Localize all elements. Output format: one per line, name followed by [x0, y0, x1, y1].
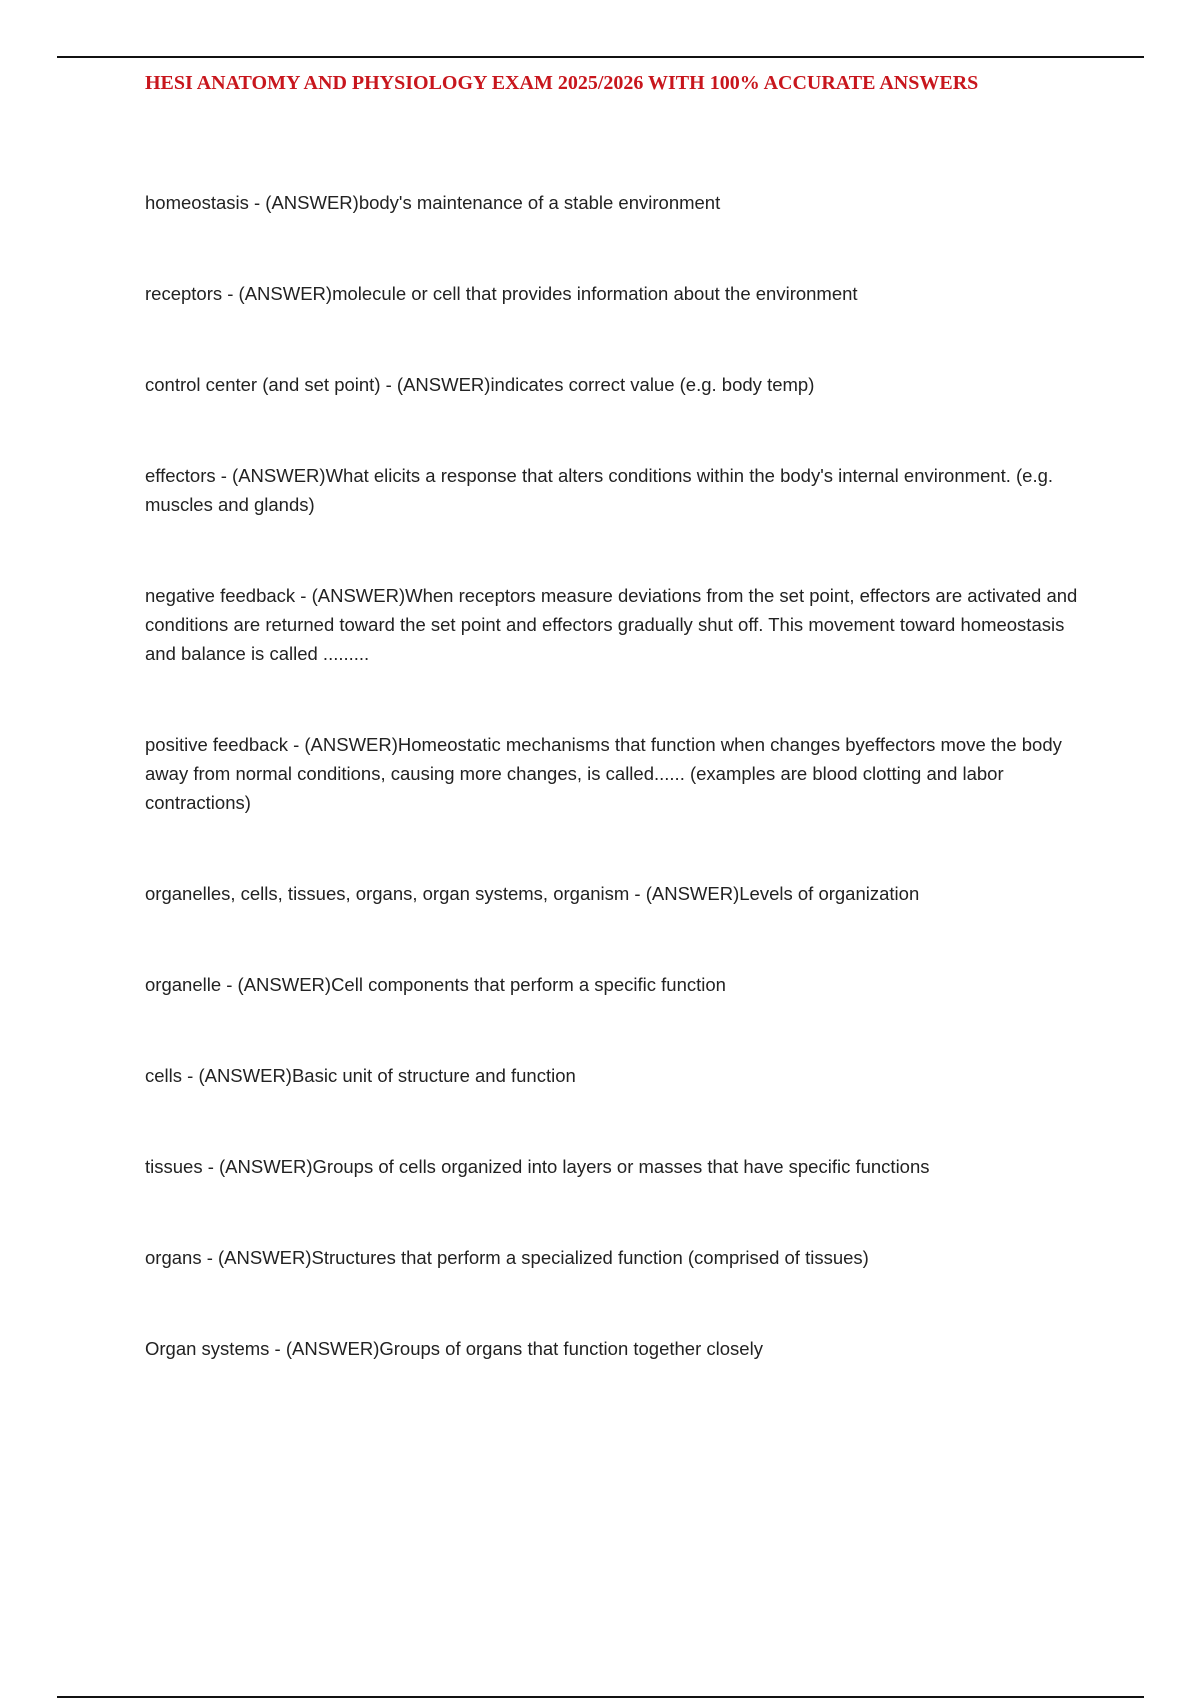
flashcard-entry: control center (and set point) - (ANSWER)indicates correct value (e.g. body temp) [145, 374, 815, 395]
flashcard-entry: cells - (ANSWER)Basic unit of structure and function [145, 1065, 576, 1086]
flashcard-entry: positive feedback - (ANSWER)Homeostatic mechanisms that function when changes byeffectors move the body away from normal conditions, causing more changes, is called...... (examples are blood clotting and labor contractions) [145, 734, 1062, 813]
top-rule [57, 56, 1144, 58]
flashcard-entry: Organ systems - (ANSWER)Groups of organs that function together closely [145, 1338, 763, 1359]
flashcard-entry: organelle - (ANSWER)Cell components that perform a specific function [145, 974, 726, 995]
flashcard-entry: homeostasis - (ANSWER)body's maintenance of a stable environment [145, 192, 721, 213]
flashcard-entry: organs - (ANSWER)Structures that perform a specialized function (comprised of tissues) [145, 1247, 869, 1268]
document-title: HESI ANATOMY AND PHYSIOLOGY EXAM 2025/2026 WITH 100% ACCURATE ANSWERS [145, 72, 979, 94]
flashcard-entry: negative feedback - (ANSWER)When receptors measure deviations from the set point, effectors are activated and conditions are returned toward the set point and effectors gradually shut off. This movement toward homeostasis and balance is called ......... [145, 585, 1078, 664]
flashcard-entry: effectors - (ANSWER)What elicits a response that alters conditions within the body's internal environment. (e.g. muscles and glands) [145, 465, 1054, 515]
flashcard-entry: receptors - (ANSWER)molecule or cell that provides information about the environment [145, 283, 858, 304]
flashcard-entry: organelles, cells, tissues, organs, organ systems, organism - (ANSWER)Levels of organization [145, 883, 920, 904]
flashcard-entry: tissues - (ANSWER)Groups of cells organized into layers or masses that have specific functions [145, 1156, 930, 1177]
bottom-rule [57, 1696, 1144, 1698]
